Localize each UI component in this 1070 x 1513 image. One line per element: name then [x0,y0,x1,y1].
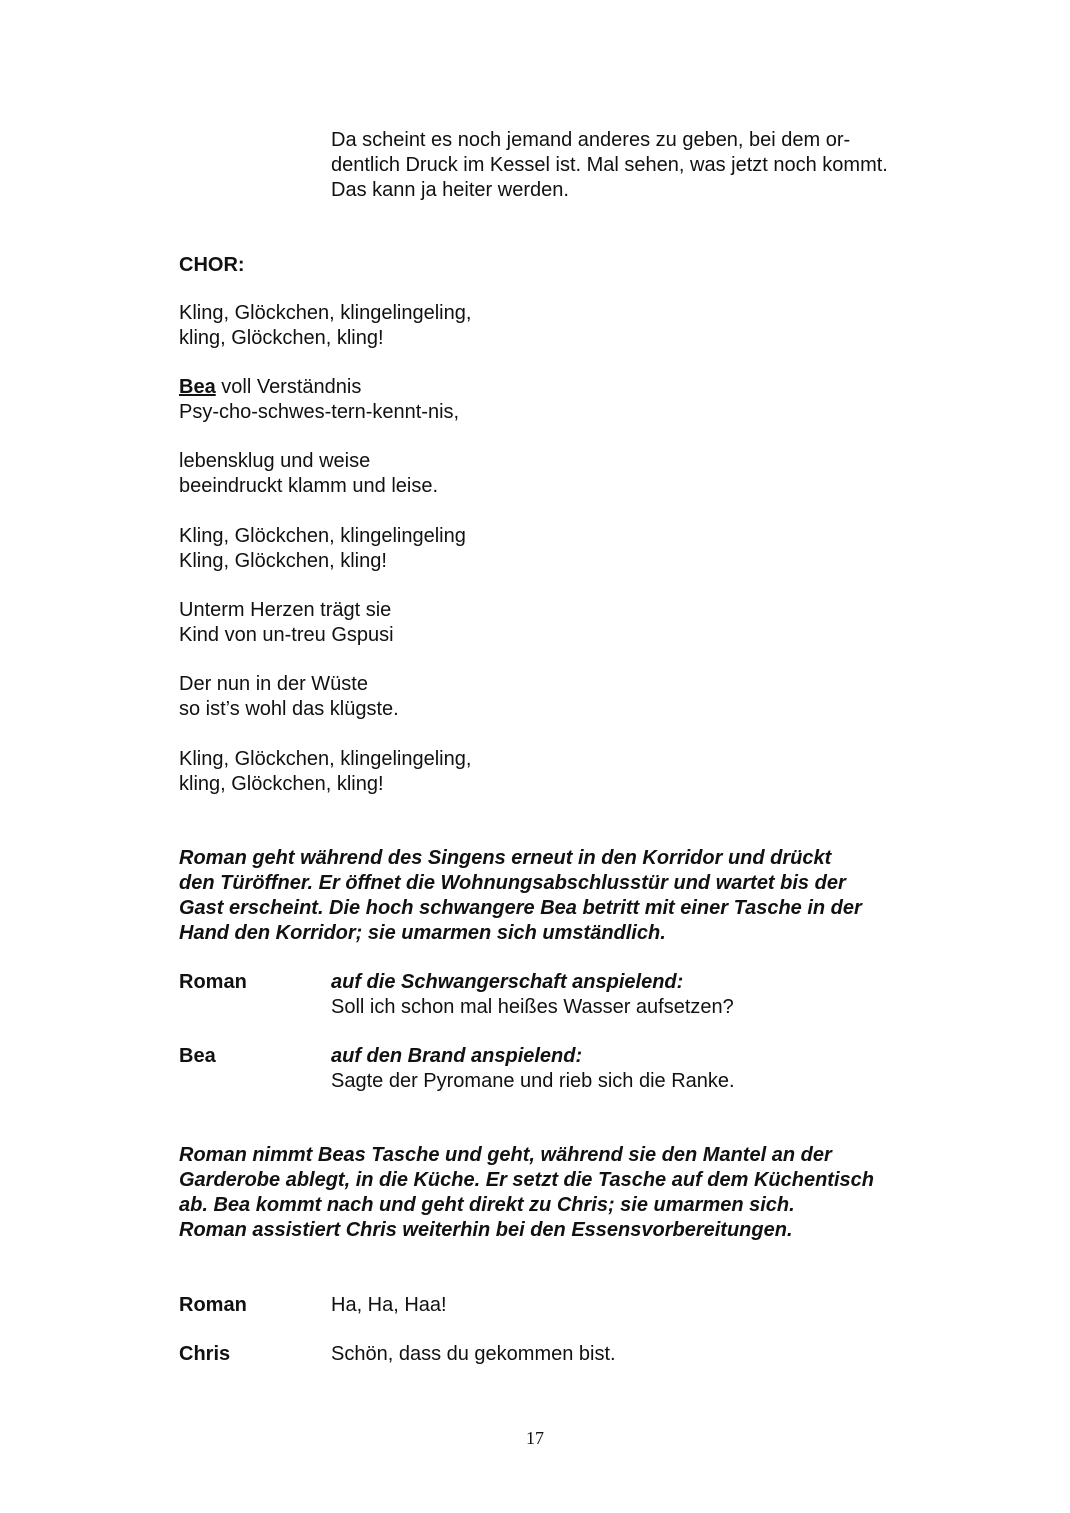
song-line: Psy-cho-schwes-tern-kennt-nis, [179,401,460,423]
dialogue-block [331,970,971,1020]
stage-line: Hand den Korridor; sie umarmen sich umständlich. [179,922,666,944]
intro-paragraph [331,128,971,203]
chor-heading: CHOR: [179,254,245,276]
speaker-name: Roman [179,971,247,993]
song-line-rest: voll Verständnis [215,376,362,398]
dialogue-text: Schön, dass du gekommen bist. [331,1343,616,1365]
stage-line: Roman geht während des Singens erneut in den Korridor und drückt [179,847,832,869]
intro-line: dentlich Druck im Kessel ist. Mal sehen, was jetzt noch kommt. [331,154,888,176]
speaker-name: Roman [179,1294,247,1316]
song-stanza-3 [179,449,969,499]
dialogue-text: Ha, Ha, Haa! [331,1294,447,1316]
stage-line: ab. Bea kommt nach und geht direkt zu Chris; sie umarmen sich. [179,1194,795,1216]
intro-line: Das kann ja heiter werden. [331,179,569,201]
bea-name: Bea [179,376,216,398]
song-line: Der nun in der Wüste [179,673,368,695]
stage-direction-2 [179,1143,969,1243]
song-line: kling, Glöckchen, kling! [179,773,384,795]
dialogue-text: Soll ich schon mal heißes Wasser aufsetzen? [331,996,734,1018]
stage-line: Roman assistiert Chris weiterhin bei den Essensvorbereitungen. [179,1219,793,1241]
stage-line: den Türöffner. Er öffnet die Wohnungsabschlusstür und wartet bis der [179,872,846,894]
song-line: Kling, Glöckchen, klingelingeling [179,525,466,547]
song-line: Unterm Herzen trägt sie [179,599,392,621]
intro-line: Da scheint es noch jemand anderes zu geben, bei dem or- [331,129,851,151]
song-line: so ist’s wohl das klügste. [179,698,399,720]
page-number: 17 [526,1428,544,1448]
song-line: lebensklug und weise [179,450,371,472]
stage-line: Garderobe ablegt, in die Küche. Er setzt die Tasche auf dem Küchentisch [179,1169,874,1191]
song-line: Kling, Glöckchen, klingelingeling, [179,748,472,770]
song-line: kling, Glöckchen, kling! [179,327,384,349]
song-stanza-6 [179,672,969,722]
song-line [179,375,969,400]
stage-direction-inline: auf den Brand anspielend: [331,1045,583,1067]
song-line: Kling, Glöckchen, klingelingeling, [179,302,472,324]
stage-line: Gast erscheint. Die hoch schwangere Bea betritt mit einer Tasche in der [179,897,862,919]
speaker-name: Bea [179,1045,216,1067]
dialogue-block [331,1044,971,1094]
song-stanza-4 [179,524,969,574]
song-stanza-7 [179,747,969,797]
speaker-name: Chris [179,1343,231,1365]
stage-line: Roman nimmt Beas Tasche und geht, während sie den Mantel an der [179,1144,832,1166]
song-line: Kling, Glöckchen, kling! [179,550,387,572]
song-line: Kind von un-treu Gspusi [179,624,394,646]
dialogue-text: Sagte der Pyromane und rieb sich die Ranke. [331,1070,735,1092]
stage-direction-1 [179,846,969,946]
song-line: beeindruckt klamm und leise. [179,475,439,497]
stage-direction-inline: auf die Schwangerschaft anspielend: [331,971,684,993]
song-stanza-2 [179,375,969,425]
song-stanza-1 [179,301,969,351]
song-stanza-5 [179,598,969,648]
